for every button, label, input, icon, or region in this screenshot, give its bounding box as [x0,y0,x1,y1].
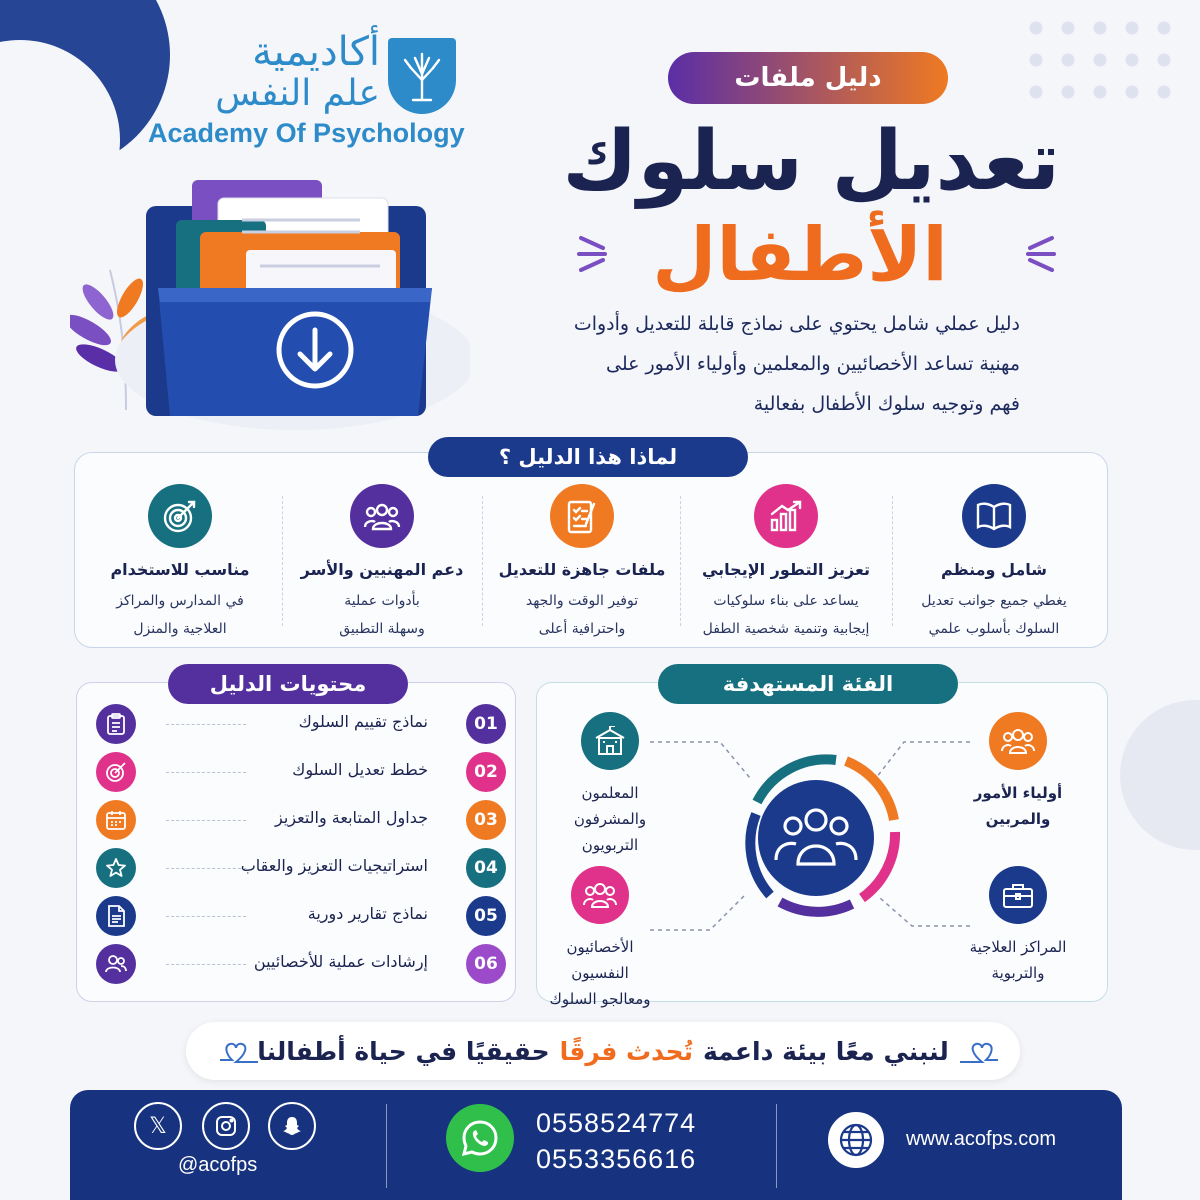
contents-item [96,752,506,792]
target-label: المعلمون [581,784,639,802]
feature-desc: السلوك بأسلوب علمي [928,621,1060,637]
item-label: استراتيجيات التعزيز والعقاب [240,856,428,875]
page-title: تعديل سلوك [562,114,1060,209]
document-icon [96,896,136,936]
item-label: خطط تعديل السلوك [292,760,428,779]
target-label: المراكز العلاجية [969,938,1067,956]
footer-divider [776,1104,777,1188]
intro-line: مهنية تساعد الأخصائيين والمعلمين وأولياء الأمور على [606,353,1020,375]
feature-desc: في المدارس والمراكز [116,593,244,609]
phone-number-2[interactable]: 0553356616 [536,1144,697,1174]
target-specialists [520,866,680,1012]
item-number: 04 [466,848,506,888]
dotted-leader [166,820,246,821]
contents-item [96,896,506,936]
users-icon [96,944,136,984]
contents-item [96,944,506,984]
intro-line: دليل عملي شامل يحتوي على نماذج قابلة للتعديل وأدوات [573,313,1020,335]
item-number: 06 [466,944,506,984]
growth-chart-icon [754,484,818,548]
slogan-text: لنبني معًا بيئة داعمة [703,1036,949,1066]
target-parents [938,712,1098,832]
website-link[interactable]: www.acofps.com [906,1128,1057,1150]
globe-icon[interactable] [828,1112,884,1168]
item-label: نماذج تقييم السلوك [298,712,428,731]
target-centers [938,866,1098,986]
feature-comprehensive [896,484,1092,643]
feature-desc: العلاجية والمنزل [133,621,227,637]
checklist-icon [550,484,614,548]
whatsapp-icon[interactable] [446,1104,514,1172]
item-number: 02 [466,752,506,792]
heart-right-icon [944,1034,1000,1070]
target-label: والمشرفون [573,810,647,828]
item-label: جداول المتابعة والتعزيز [275,808,428,827]
target-icon [148,484,212,548]
sparkle-left-icon [575,232,615,272]
target-label: الأخصائيون [566,938,634,956]
target-label: ومعالجو السلوك [549,990,651,1008]
feature-desc: يغطي جميع جوانب تعديل [921,593,1067,609]
guide-badge: دليل ملفات [668,52,948,104]
audience-diagram [640,730,980,970]
intro-line: فهم وتوجيه سلوك الأطفال بفعالية [753,393,1020,415]
feature-ready-files [484,484,680,643]
target-teachers [530,712,690,858]
contents-item [96,848,506,888]
clipboard-icon [96,704,136,744]
calendar-icon [96,800,136,840]
star-icon [96,848,136,888]
snapchat-icon[interactable] [268,1102,316,1150]
feature-desc: توفير الوقت والجهد [525,593,639,609]
contents-item [96,704,506,744]
phone-number-1[interactable]: 0558524774 [536,1108,697,1138]
sparkle-right-icon [1018,232,1058,272]
dotted-leader [166,724,246,725]
x-glyph: 𝕏 [149,1113,167,1139]
group-icon [571,866,629,924]
book-icon [962,484,1026,548]
footer-divider [386,1104,387,1188]
divider [892,496,893,626]
slogan-highlight: تُحدث فرقًا [559,1036,694,1066]
item-number: 05 [466,896,506,936]
dotted-leader [166,868,246,869]
feature-support [284,484,480,643]
feature-suitable [82,484,278,643]
school-icon [581,712,639,770]
logo-arabic-line2: علم النفس [215,73,380,114]
feature-title: مناسب للاستخدام [110,560,250,579]
feature-desc: إيجابية وتنمية شخصية الطفل [702,621,870,637]
contents-item [96,800,506,840]
feature-title: تعزيز التطور الإيجابي [701,560,871,579]
feature-desc: واحترافية أعلى [538,621,626,637]
feature-positive-growth [688,484,884,643]
target-label: والتربوية [991,964,1045,982]
item-number: 03 [466,800,506,840]
slogan-text: حقيقيًا في حياة أطفالنا [257,1036,550,1066]
item-label: نماذج تقارير دورية [307,904,428,923]
social-handle[interactable]: @acofps [178,1154,258,1176]
feature-desc: يساعد على بناء سلوكيات [713,593,859,609]
briefcase-icon [989,866,1047,924]
feature-title: شامل ومنظم [940,560,1047,579]
divider [680,496,681,626]
target-title: الفئة المستهدفة [658,664,958,704]
divider [482,496,483,626]
slogan-banner [186,1022,1020,1080]
target-label: والمربين [985,810,1051,828]
contents-title: محتويات الدليل [168,664,408,704]
dot-pattern [1020,12,1180,112]
logo-english: Academy Of Psychology [148,118,465,148]
feature-title: ملفات جاهزة للتعديل [498,560,666,579]
target-label: النفسيون [571,964,629,982]
tree-logo-icon [388,38,456,114]
x-twitter-icon[interactable] [134,1102,182,1150]
folder-illustration [70,170,470,430]
divider [282,496,283,626]
dotted-leader [166,916,246,917]
item-label: إرشادات عملية للأخصائيين [253,952,428,971]
family-icon [989,712,1047,770]
feature-title: دعم المهنيين والأسر [300,560,464,579]
dotted-leader [166,964,246,965]
feature-desc: وسهلة التطبيق [339,621,425,637]
feature-desc: بأدوات عملية [344,593,420,609]
page-subtitle: الأطفال [652,212,948,298]
group-icon [350,484,414,548]
dotted-leader [166,772,246,773]
intro-text [560,304,1020,424]
target-label: أولياء الأمور [973,784,1063,802]
target-icon [96,752,136,792]
background-shape [1120,700,1200,850]
heart-left-icon [218,1034,274,1070]
instagram-icon[interactable] [202,1102,250,1150]
logo-arabic-line1: أكاديمية [252,29,380,75]
item-number: 01 [466,704,506,744]
why-section-title: لماذا هذا الدليل ؟ [428,437,748,477]
target-label: التربويون [581,836,639,854]
